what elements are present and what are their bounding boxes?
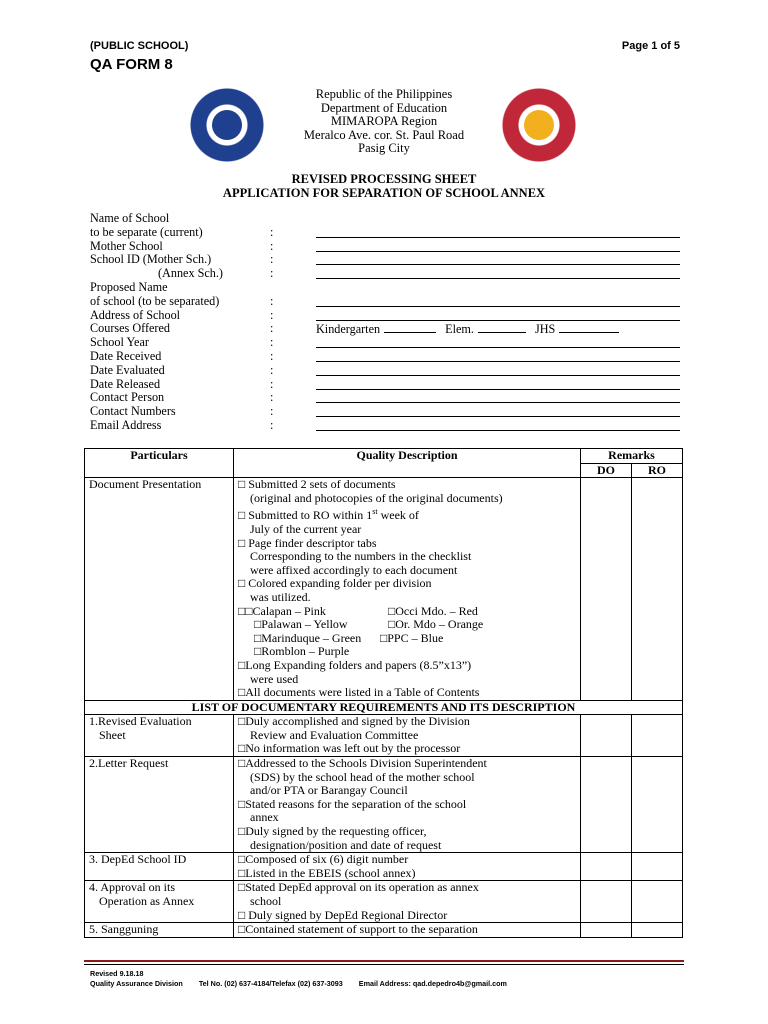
division-color-item: □Occi Mdo. – Red — [388, 603, 478, 618]
checklist-text: Review and Evaluation Committee — [250, 727, 419, 742]
quality-description-cell — [234, 757, 581, 853]
table-row — [85, 715, 683, 757]
ro-remarks-cell[interactable] — [632, 757, 683, 853]
division-name: Quality Assurance Division — [90, 979, 183, 988]
annex-school-id-blank[interactable] — [316, 278, 680, 279]
particular-text: Operation as Annex — [99, 894, 195, 908]
ro-remarks-cell[interactable] — [632, 853, 683, 881]
checklist-item: □Contained statement of support to the separation — [238, 922, 478, 937]
quality-description-cell — [234, 881, 581, 923]
do-remarks-cell[interactable] — [581, 881, 632, 923]
field-colon: : — [270, 252, 274, 267]
particular-cell — [85, 715, 234, 757]
field-row — [90, 267, 680, 281]
field-row — [90, 364, 680, 378]
agency-header — [0, 88, 768, 156]
field-row — [90, 322, 680, 336]
field-label: of school (to be separated) — [90, 293, 220, 308]
page-footer — [90, 969, 507, 989]
checklist-item — [238, 505, 576, 523]
particular-text: Document Presentation — [89, 477, 202, 492]
header-quality-description: Quality Description — [234, 449, 581, 478]
field-row — [90, 391, 680, 405]
do-remarks-cell[interactable] — [581, 715, 632, 757]
contact-numbers-blank[interactable] — [316, 416, 680, 417]
field-label: to be separate (current) — [90, 224, 203, 239]
particular-cell — [85, 923, 234, 938]
school-name-blank[interactable] — [316, 237, 680, 238]
particular-text: 3. DepEd School ID — [89, 852, 187, 867]
checklist-item: □ Colored expanding folder per division — [238, 576, 432, 591]
agency-line: Pasig City — [358, 141, 410, 155]
elementary-blank[interactable] — [478, 322, 526, 333]
section-title: LIST OF DOCUMENTARY REQUIREMENTS AND ITS DESCRIPTION — [85, 700, 683, 715]
form-code: QA FORM 8 — [90, 56, 173, 73]
field-label: Date Received — [90, 348, 162, 363]
field-row — [90, 226, 680, 240]
field-row — [90, 295, 680, 309]
checklist-item: □Addressed to the Schools Division Superintendent — [238, 756, 487, 771]
ro-remarks-cell[interactable] — [632, 715, 683, 757]
school-type-label: (PUBLIC SCHOOL) — [90, 40, 189, 52]
field-row — [90, 405, 680, 419]
particular-text: 4. Approval on its — [89, 880, 175, 895]
form-title — [0, 172, 768, 200]
checklist-text: July of the current year — [250, 521, 362, 536]
particular-text: 5. Sangguning — [89, 922, 159, 937]
agency-line: Department of Education — [320, 100, 448, 115]
form-title-line: REVISED PROCESSING SHEET — [291, 172, 477, 186]
checklist-text: □ Submitted to RO within 1 — [238, 508, 373, 523]
field-colon: : — [270, 266, 274, 281]
do-remarks-cell[interactable] — [581, 478, 632, 701]
field-label: Date Evaluated — [90, 362, 165, 377]
particular-text: Sheet — [99, 727, 126, 742]
date-received-blank[interactable] — [316, 361, 680, 362]
division-color-item: □Romblon – Purple — [254, 644, 350, 659]
header-do: DO — [581, 463, 632, 478]
division-color-item: □Marinduque – Green — [254, 630, 362, 645]
section-header-row — [85, 700, 683, 715]
field-colon: : — [270, 307, 274, 322]
do-remarks-cell[interactable] — [581, 853, 632, 881]
agency-line: Meralco Ave. cor. St. Paul Road — [303, 127, 465, 142]
footer-divider — [84, 960, 684, 962]
agency-line: MIMAROPA Region — [330, 114, 438, 128]
agency-line: Republic of the Philippines — [315, 87, 453, 101]
field-colon: : — [270, 335, 274, 350]
header-remarks: Remarks — [581, 449, 683, 464]
checklist-item: □Composed of six (6) digit number — [238, 852, 409, 867]
course-elementary-label: Elem. — [445, 322, 474, 337]
ordinal-suffix: st — [372, 507, 378, 517]
jhs-blank[interactable] — [559, 322, 619, 333]
division-colors-row — [238, 632, 576, 646]
course-kindergarten-label: Kindergarten — [316, 322, 381, 337]
checklist-text: were affixed accordingly to each document — [250, 562, 458, 577]
division-color-item: □□Calapan – Pink — [238, 603, 326, 618]
courses-offered — [316, 322, 625, 337]
page-number: Page 1 of 5 — [621, 40, 680, 52]
checklist-item: □All documents were listed in a Table of Contents — [238, 685, 480, 700]
field-label: Address of School — [90, 307, 181, 322]
field-label: School ID (Mother Sch.) — [90, 252, 212, 267]
do-remarks-cell[interactable] — [581, 757, 632, 853]
field-colon: : — [270, 376, 274, 391]
table-row — [85, 923, 683, 938]
field-row — [90, 378, 680, 392]
field-row — [90, 336, 680, 350]
ro-remarks-cell[interactable] — [632, 881, 683, 923]
field-label: Mother School — [90, 238, 163, 253]
checklist-item: □Duly signed by the requesting officer, — [238, 824, 427, 839]
field-row — [90, 240, 680, 254]
field-row — [90, 419, 680, 433]
quality-description-cell — [234, 923, 581, 938]
revision-date: Revised 9.18.18 — [90, 969, 144, 978]
checklist-item: □ Duly signed by DepEd Regional Director — [238, 907, 448, 922]
checklist-text: designation/position and date of request — [250, 837, 442, 852]
checklist-item: □Stated DepEd approval on its operation as annex — [238, 880, 479, 895]
field-label: (Annex Sch.) — [158, 266, 223, 281]
particular-text: 1.Revised Evaluation — [89, 714, 192, 729]
header-particulars: Particulars — [85, 449, 234, 478]
field-row — [90, 281, 680, 295]
ro-remarks-cell[interactable] — [632, 478, 683, 701]
checklist-text: was utilized. — [250, 589, 311, 604]
do-remarks-cell[interactable] — [581, 923, 632, 938]
checklist-text: week of — [377, 508, 419, 523]
field-colon: : — [270, 293, 274, 308]
field-row — [90, 253, 680, 267]
date-evaluated-blank[interactable] — [316, 375, 680, 376]
course-jhs-label: JHS — [534, 322, 556, 337]
kindergarten-blank[interactable] — [384, 322, 436, 333]
quality-description-cell — [234, 715, 581, 757]
field-colon: : — [270, 238, 274, 253]
quality-description-cell — [234, 853, 581, 881]
school-year-blank[interactable] — [316, 347, 680, 348]
field-label: Contact Numbers — [90, 404, 176, 419]
applicant-fields — [90, 212, 680, 433]
checklist-item: □No information was left out by the processor — [238, 741, 461, 756]
checklist-item: □Long Expanding folders and papers (8.5”x13”) — [238, 657, 472, 672]
checklist-item: □ Submitted 2 sets of documents — [238, 477, 396, 492]
telephone-numbers: Tel No. (02) 637-4184/Telefax (02) 637-3093 — [198, 979, 343, 988]
checklist-item: □ Page finder descriptor tabs — [238, 535, 377, 550]
checklist-item: □Stated reasons for the separation of the school — [238, 796, 467, 811]
field-label: Email Address — [90, 417, 162, 432]
division-color-item: □Palawan – Yellow — [254, 617, 348, 632]
field-row — [90, 309, 680, 323]
contact-person-blank[interactable] — [316, 402, 680, 403]
checklist-text: (SDS) by the school head of the mother school — [250, 769, 475, 784]
field-label: Date Released — [90, 376, 161, 391]
division-colors-row — [238, 618, 576, 632]
field-colon: : — [270, 417, 274, 432]
field-label: Name of School — [90, 211, 170, 225]
mother-school-id-blank[interactable] — [316, 264, 680, 265]
email-address: Email Address: qad.depedro4b@gmail.com — [358, 979, 507, 988]
field-label: Contact Person — [90, 390, 165, 405]
checklist-text: and/or PTA or Barangay Council — [250, 783, 408, 798]
proposed-name-blank[interactable] — [316, 306, 680, 307]
checklist-item: □Listed in the EBEIS (school annex) — [238, 865, 416, 880]
field-colon: : — [270, 321, 274, 336]
table-header-row — [85, 449, 683, 464]
mother-school-blank[interactable] — [316, 251, 680, 252]
address-blank[interactable] — [316, 320, 680, 321]
division-color-item: □PPC – Blue — [380, 630, 444, 645]
particular-cell — [85, 881, 234, 923]
division-color-item: □Or. Mdo – Orange — [388, 617, 484, 632]
footer-contact-line — [90, 979, 507, 989]
checklist-text: annex — [250, 810, 279, 825]
particular-text: 2.Letter Request — [89, 756, 169, 771]
field-label: School Year — [90, 335, 149, 350]
table-row — [85, 478, 683, 701]
checklist-item: □Duly accomplished and signed by the Division — [238, 714, 470, 729]
division-colors-row — [238, 605, 576, 619]
checklist-text: (original and photocopies of the original documents) — [250, 490, 503, 505]
email-blank[interactable] — [316, 430, 680, 431]
field-colon: : — [270, 404, 274, 419]
table-row — [85, 881, 683, 923]
field-colon: : — [270, 348, 274, 363]
field-colon: : — [270, 390, 274, 405]
particular-cell — [85, 478, 234, 701]
checklist-text: school — [250, 894, 282, 908]
particular-cell — [85, 757, 234, 853]
field-colon: : — [270, 224, 274, 239]
table-row — [85, 853, 683, 881]
date-released-blank[interactable] — [316, 389, 680, 390]
field-row — [90, 350, 680, 364]
requirements-table — [84, 448, 683, 938]
ro-remarks-cell[interactable] — [632, 923, 683, 938]
header-ro: RO — [632, 463, 683, 478]
quality-description-cell — [234, 478, 581, 701]
field-label: Courses Offered — [90, 321, 170, 336]
footer-divider — [84, 964, 684, 965]
particular-cell — [85, 853, 234, 881]
checklist-text: Corresponding to the numbers in the checklist — [250, 549, 472, 564]
table-row — [85, 757, 683, 853]
checklist-text: were used — [250, 671, 299, 686]
field-label: Proposed Name — [90, 279, 168, 294]
form-title-line: APPLICATION FOR SEPARATION OF SCHOOL ANNEX — [222, 186, 546, 200]
field-colon: : — [270, 362, 274, 377]
field-row — [90, 212, 680, 226]
